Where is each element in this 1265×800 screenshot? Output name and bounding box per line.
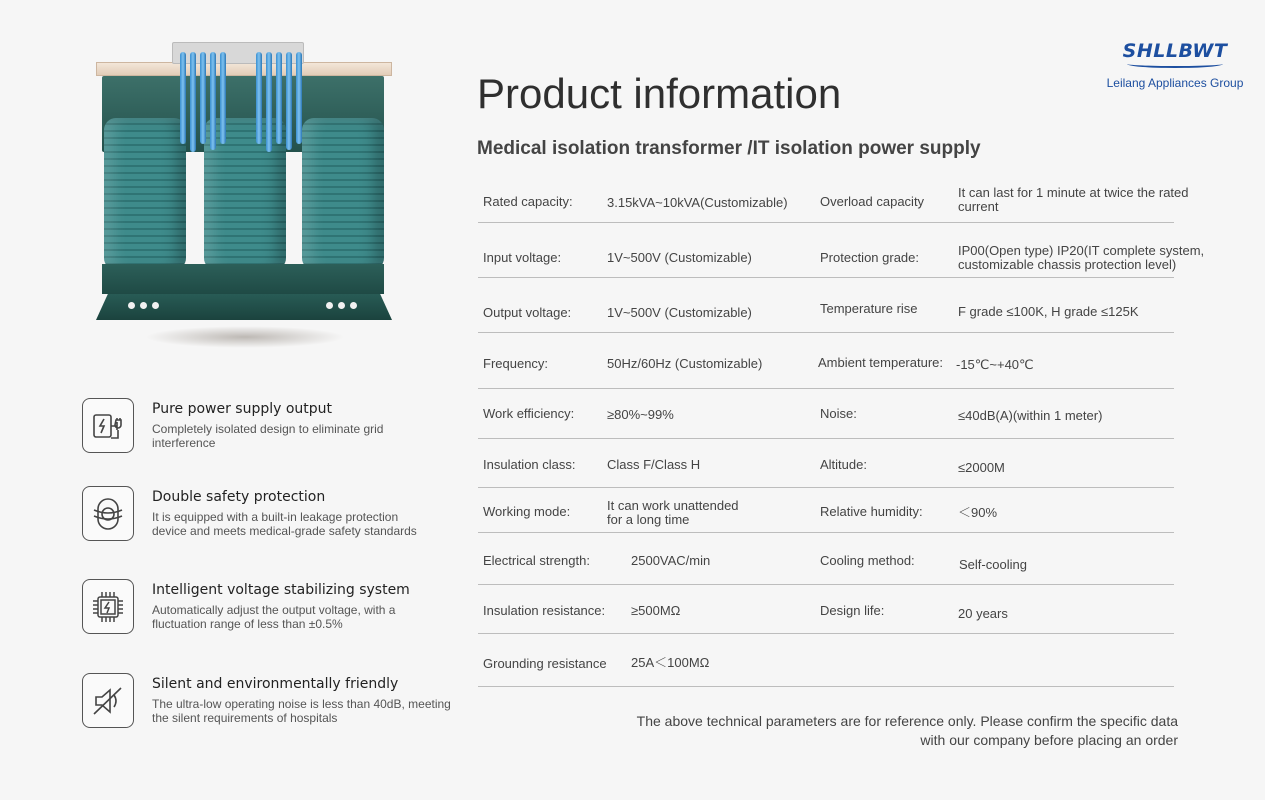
logo-text: SHLLBWT xyxy=(1122,40,1228,62)
spec-value: -15℃~+40℃ xyxy=(956,357,1034,372)
brand-logo xyxy=(1100,40,1250,90)
spec-label: Electrical strength: xyxy=(483,553,590,568)
spec-value: F grade ≤100K, H grade ≤125K xyxy=(958,304,1139,319)
spec-value: 1V~500V (Customizable) xyxy=(607,305,752,320)
base-slot xyxy=(152,302,159,309)
spec-value: 2500VAC/min xyxy=(631,553,711,568)
spec-value: 1V~500V (Customizable) xyxy=(607,250,752,265)
wire xyxy=(276,52,282,144)
feature-item xyxy=(82,579,482,639)
spec-row xyxy=(478,439,1174,488)
chip-bolt-icon xyxy=(82,579,134,634)
wire xyxy=(220,52,226,144)
base-slot xyxy=(338,302,345,309)
spec-row xyxy=(478,180,1189,223)
spec-row xyxy=(478,585,1174,634)
feature-item xyxy=(82,673,482,733)
spec-value: 3.15kVA~10kVA(Customizable) xyxy=(607,195,788,210)
spec-label: Frequency: xyxy=(483,356,549,371)
group-name: Leilang Appliances Group xyxy=(1106,76,1244,90)
spec-value: ＜90% xyxy=(958,505,998,520)
feature-description: Automatically adjust the output voltage, with a fluctuation range of less than ±0.5% xyxy=(152,603,396,631)
spec-row xyxy=(478,333,1174,389)
spec-value: ≥500MΩ xyxy=(631,603,681,618)
spec-label: Insulation class: xyxy=(483,457,576,472)
wire xyxy=(286,52,292,150)
spec-label: Input voltage: xyxy=(483,250,562,265)
wire xyxy=(200,52,206,144)
spec-value: 25A＜100MΩ xyxy=(631,655,710,670)
coil xyxy=(302,118,384,270)
spec-label: Protection grade: xyxy=(820,250,920,265)
wire xyxy=(266,52,272,152)
spec-label: Relative humidity: xyxy=(820,504,923,519)
coil-shield-icon xyxy=(82,486,134,541)
bottom-bracket xyxy=(102,264,384,294)
base-slot xyxy=(326,302,333,309)
feature-item xyxy=(82,486,482,546)
spec-row xyxy=(478,634,1174,687)
wire xyxy=(190,52,196,152)
transformer-image xyxy=(90,38,400,358)
spec-row xyxy=(478,278,1174,333)
spec-value: ≤40dB(A)(within 1 meter) xyxy=(958,408,1103,423)
spec-row xyxy=(478,223,1205,278)
coil xyxy=(204,118,286,270)
page-subtitle: Medical isolation transformer /IT isolation power supply xyxy=(477,138,981,159)
feature-description: Completely isolated design to eliminate grid interference xyxy=(152,422,384,450)
wire xyxy=(210,52,216,150)
spec-row xyxy=(478,488,1174,533)
spec-value: ≥80%~99% xyxy=(607,407,674,422)
base-slot xyxy=(128,302,135,309)
spec-value: It can last for 1 minute at twice the rated current xyxy=(958,185,1189,214)
spec-value: 50Hz/60Hz (Customizable) xyxy=(607,356,763,371)
base-slot xyxy=(350,302,357,309)
spec-label: Working mode: xyxy=(483,504,571,519)
coil xyxy=(104,118,186,270)
product-shadow xyxy=(145,326,345,348)
spec-label: Insulation resistance: xyxy=(483,603,606,618)
spec-label: Rated capacity: xyxy=(483,194,573,209)
feature-description: The ultra-low operating noise is less than 40dB, meeting the silent requirements of hospitals xyxy=(152,697,451,725)
top-plate xyxy=(96,62,392,76)
spec-label: Altitude: xyxy=(820,457,867,472)
spec-label: Overload capacity xyxy=(820,194,925,209)
spec-label: Cooling method: xyxy=(820,553,915,568)
mute-speaker-icon xyxy=(82,673,134,728)
spec-value: Self-cooling xyxy=(959,557,1027,572)
wire xyxy=(180,52,186,144)
feature-title: Silent and environmentally friendly xyxy=(152,676,399,692)
spec-label: Ambient temperature: xyxy=(818,355,944,370)
wire xyxy=(256,52,262,144)
spec-label: Design life: xyxy=(820,603,885,618)
spec-label: Work efficiency: xyxy=(483,406,575,421)
spec-value: ≤2000M xyxy=(958,460,1005,475)
base-slot xyxy=(140,302,147,309)
spec-label: Grounding resistance xyxy=(483,656,607,671)
spec-value: 20 years xyxy=(958,606,1008,621)
spec-value: IP00(Open type) IP20(IT complete system, customizable chassis protection level) xyxy=(958,243,1205,272)
spec-row xyxy=(478,389,1174,439)
spec-label: Noise: xyxy=(820,406,857,421)
disclaimer-note: The above technical parameters are for reference only. Please confirm the specific data with our company before placing an order xyxy=(636,713,1178,748)
spec-value: It can work unattended for a long time xyxy=(607,498,739,527)
feature-title: Pure power supply output xyxy=(152,401,333,417)
spec-value: Class F/Class H xyxy=(607,457,701,472)
feature-description: It is equipped with a built-in leakage protection device and meets medical-grade safety standards xyxy=(152,510,417,538)
spec-label: Output voltage: xyxy=(483,305,572,320)
spec-label: Temperature rise xyxy=(820,301,918,316)
wire xyxy=(296,52,302,144)
feature-title: Intelligent voltage stabilizing system xyxy=(152,582,410,598)
page-title: Product information xyxy=(477,70,842,117)
power-plug-icon xyxy=(82,398,134,453)
feature-item xyxy=(82,398,482,458)
spec-row xyxy=(478,533,1174,585)
feature-title: Double safety protection xyxy=(152,489,326,505)
